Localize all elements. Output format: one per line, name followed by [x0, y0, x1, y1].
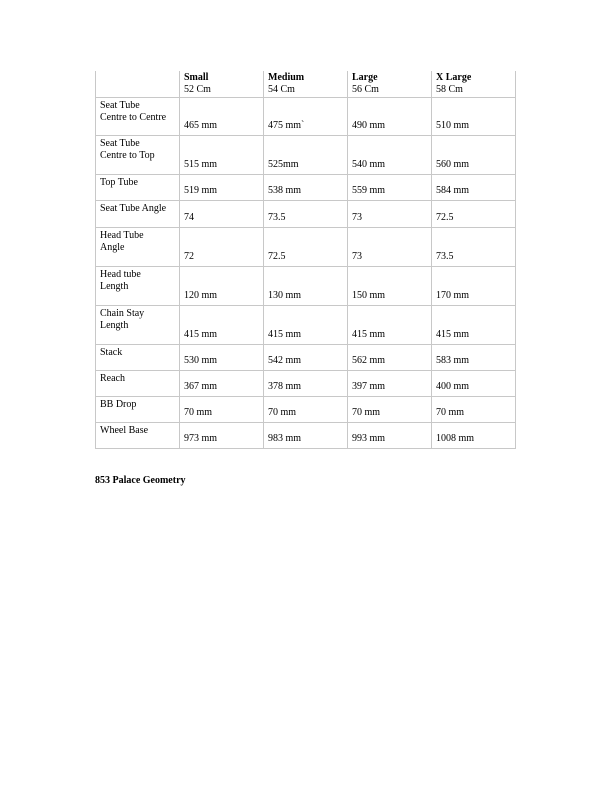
row-label — [96, 97, 180, 135]
row-label-line: Centre to Centre — [100, 111, 167, 123]
row-label-line: Length — [100, 280, 129, 292]
size-name: X Large — [436, 72, 472, 83]
row-label — [96, 305, 180, 344]
table-cell: 510 mm — [432, 97, 516, 135]
row-label-line: Length — [100, 319, 129, 331]
table-cell: 973 mm — [180, 422, 264, 448]
table-cell: 560 mm — [432, 135, 516, 174]
table-cell: 983 mm — [264, 422, 348, 448]
row-label — [96, 396, 180, 422]
table-cell: 130 mm — [264, 266, 348, 305]
row-label — [96, 135, 180, 174]
table-cell: 120 mm — [180, 266, 264, 305]
table-caption: 853 Palace Geometry — [95, 475, 186, 486]
row-label-line: BB Drop — [100, 398, 137, 410]
header-cell — [96, 71, 180, 97]
row-label-line: Wheel Base — [100, 424, 149, 436]
table-row — [96, 200, 516, 227]
table-cell: 415 mm — [432, 305, 516, 344]
table-row — [96, 227, 516, 266]
table-cell: 525mm — [264, 135, 348, 174]
table-cell: 583 mm — [432, 344, 516, 370]
row-label-line: Angle — [100, 241, 125, 253]
table-cell: 530 mm — [180, 344, 264, 370]
table-row — [96, 135, 516, 174]
geometry-table — [95, 71, 516, 449]
table-row — [96, 370, 516, 396]
table-cell: 397 mm — [348, 370, 432, 396]
table-row — [96, 422, 516, 448]
header-cell — [348, 71, 432, 97]
table-cell: 1008 mm — [432, 422, 516, 448]
table-cell: 415 mm — [348, 305, 432, 344]
table-cell: 150 mm — [348, 266, 432, 305]
header-cell — [432, 71, 516, 97]
size-cm: 56 Cm — [352, 84, 379, 95]
table-cell: 70 mm — [348, 396, 432, 422]
table-cell: 70 mm — [180, 396, 264, 422]
table-row — [96, 344, 516, 370]
table-cell: 72.5 — [264, 227, 348, 266]
row-label — [96, 266, 180, 305]
table-row — [96, 266, 516, 305]
table-row — [96, 305, 516, 344]
table-cell: 993 mm — [348, 422, 432, 448]
row-label-line: Chain Stay — [100, 307, 145, 319]
table-cell: 559 mm — [348, 174, 432, 200]
table-cell: 465 mm — [180, 97, 264, 135]
row-label — [96, 174, 180, 200]
table-cell: 70 mm — [432, 396, 516, 422]
table-cell: 72 — [180, 227, 264, 266]
table-cell: 490 mm — [348, 97, 432, 135]
size-name: Large — [352, 72, 378, 83]
header-cell — [180, 71, 264, 97]
table-cell: 415 mm — [264, 305, 348, 344]
row-label — [96, 370, 180, 396]
row-label-line: Stack — [100, 346, 123, 358]
table-cell: 562 mm — [348, 344, 432, 370]
size-cm: 52 Cm — [184, 84, 211, 95]
size-name: Small — [184, 72, 209, 83]
row-label-line: Seat Tube Angle — [100, 202, 167, 214]
row-label — [96, 344, 180, 370]
table-cell: 584 mm — [432, 174, 516, 200]
row-label — [96, 422, 180, 448]
row-label-line: Seat Tube — [100, 99, 140, 111]
table-cell: 475 mm` — [264, 97, 348, 135]
table-cell: 515 mm — [180, 135, 264, 174]
table-cell: 74 — [180, 200, 264, 227]
table-row — [96, 174, 516, 200]
table-cell: 542 mm — [264, 344, 348, 370]
table-cell: 378 mm — [264, 370, 348, 396]
row-label-line: Reach — [100, 372, 125, 384]
table-cell: 519 mm — [180, 174, 264, 200]
size-name: Medium — [268, 72, 305, 83]
table-cell: 73 — [348, 227, 432, 266]
table-cell: 70 mm — [264, 396, 348, 422]
table-cell: 170 mm — [432, 266, 516, 305]
row-label-line: Seat Tube — [100, 137, 140, 149]
table-cell: 72.5 — [432, 200, 516, 227]
table-cell: 367 mm — [180, 370, 264, 396]
row-label-line: Head tube — [100, 268, 141, 280]
row-label-line: Head Tube — [100, 229, 144, 241]
table-cell: 73 — [348, 200, 432, 227]
table-cell: 415 mm — [180, 305, 264, 344]
header-cell — [264, 71, 348, 97]
table-cell: 400 mm — [432, 370, 516, 396]
table-cell: 538 mm — [264, 174, 348, 200]
table-cell: 73.5 — [432, 227, 516, 266]
table-cell: 73.5 — [264, 200, 348, 227]
header-row — [96, 71, 516, 97]
row-label — [96, 200, 180, 227]
table-row — [96, 396, 516, 422]
table-row — [96, 97, 516, 135]
row-label-line: Centre to Top — [100, 149, 155, 161]
size-cm: 54 Cm — [268, 84, 295, 95]
table-cell: 540 mm — [348, 135, 432, 174]
row-label-line: Top Tube — [100, 176, 138, 188]
row-label — [96, 227, 180, 266]
size-cm: 58 Cm — [436, 84, 463, 95]
